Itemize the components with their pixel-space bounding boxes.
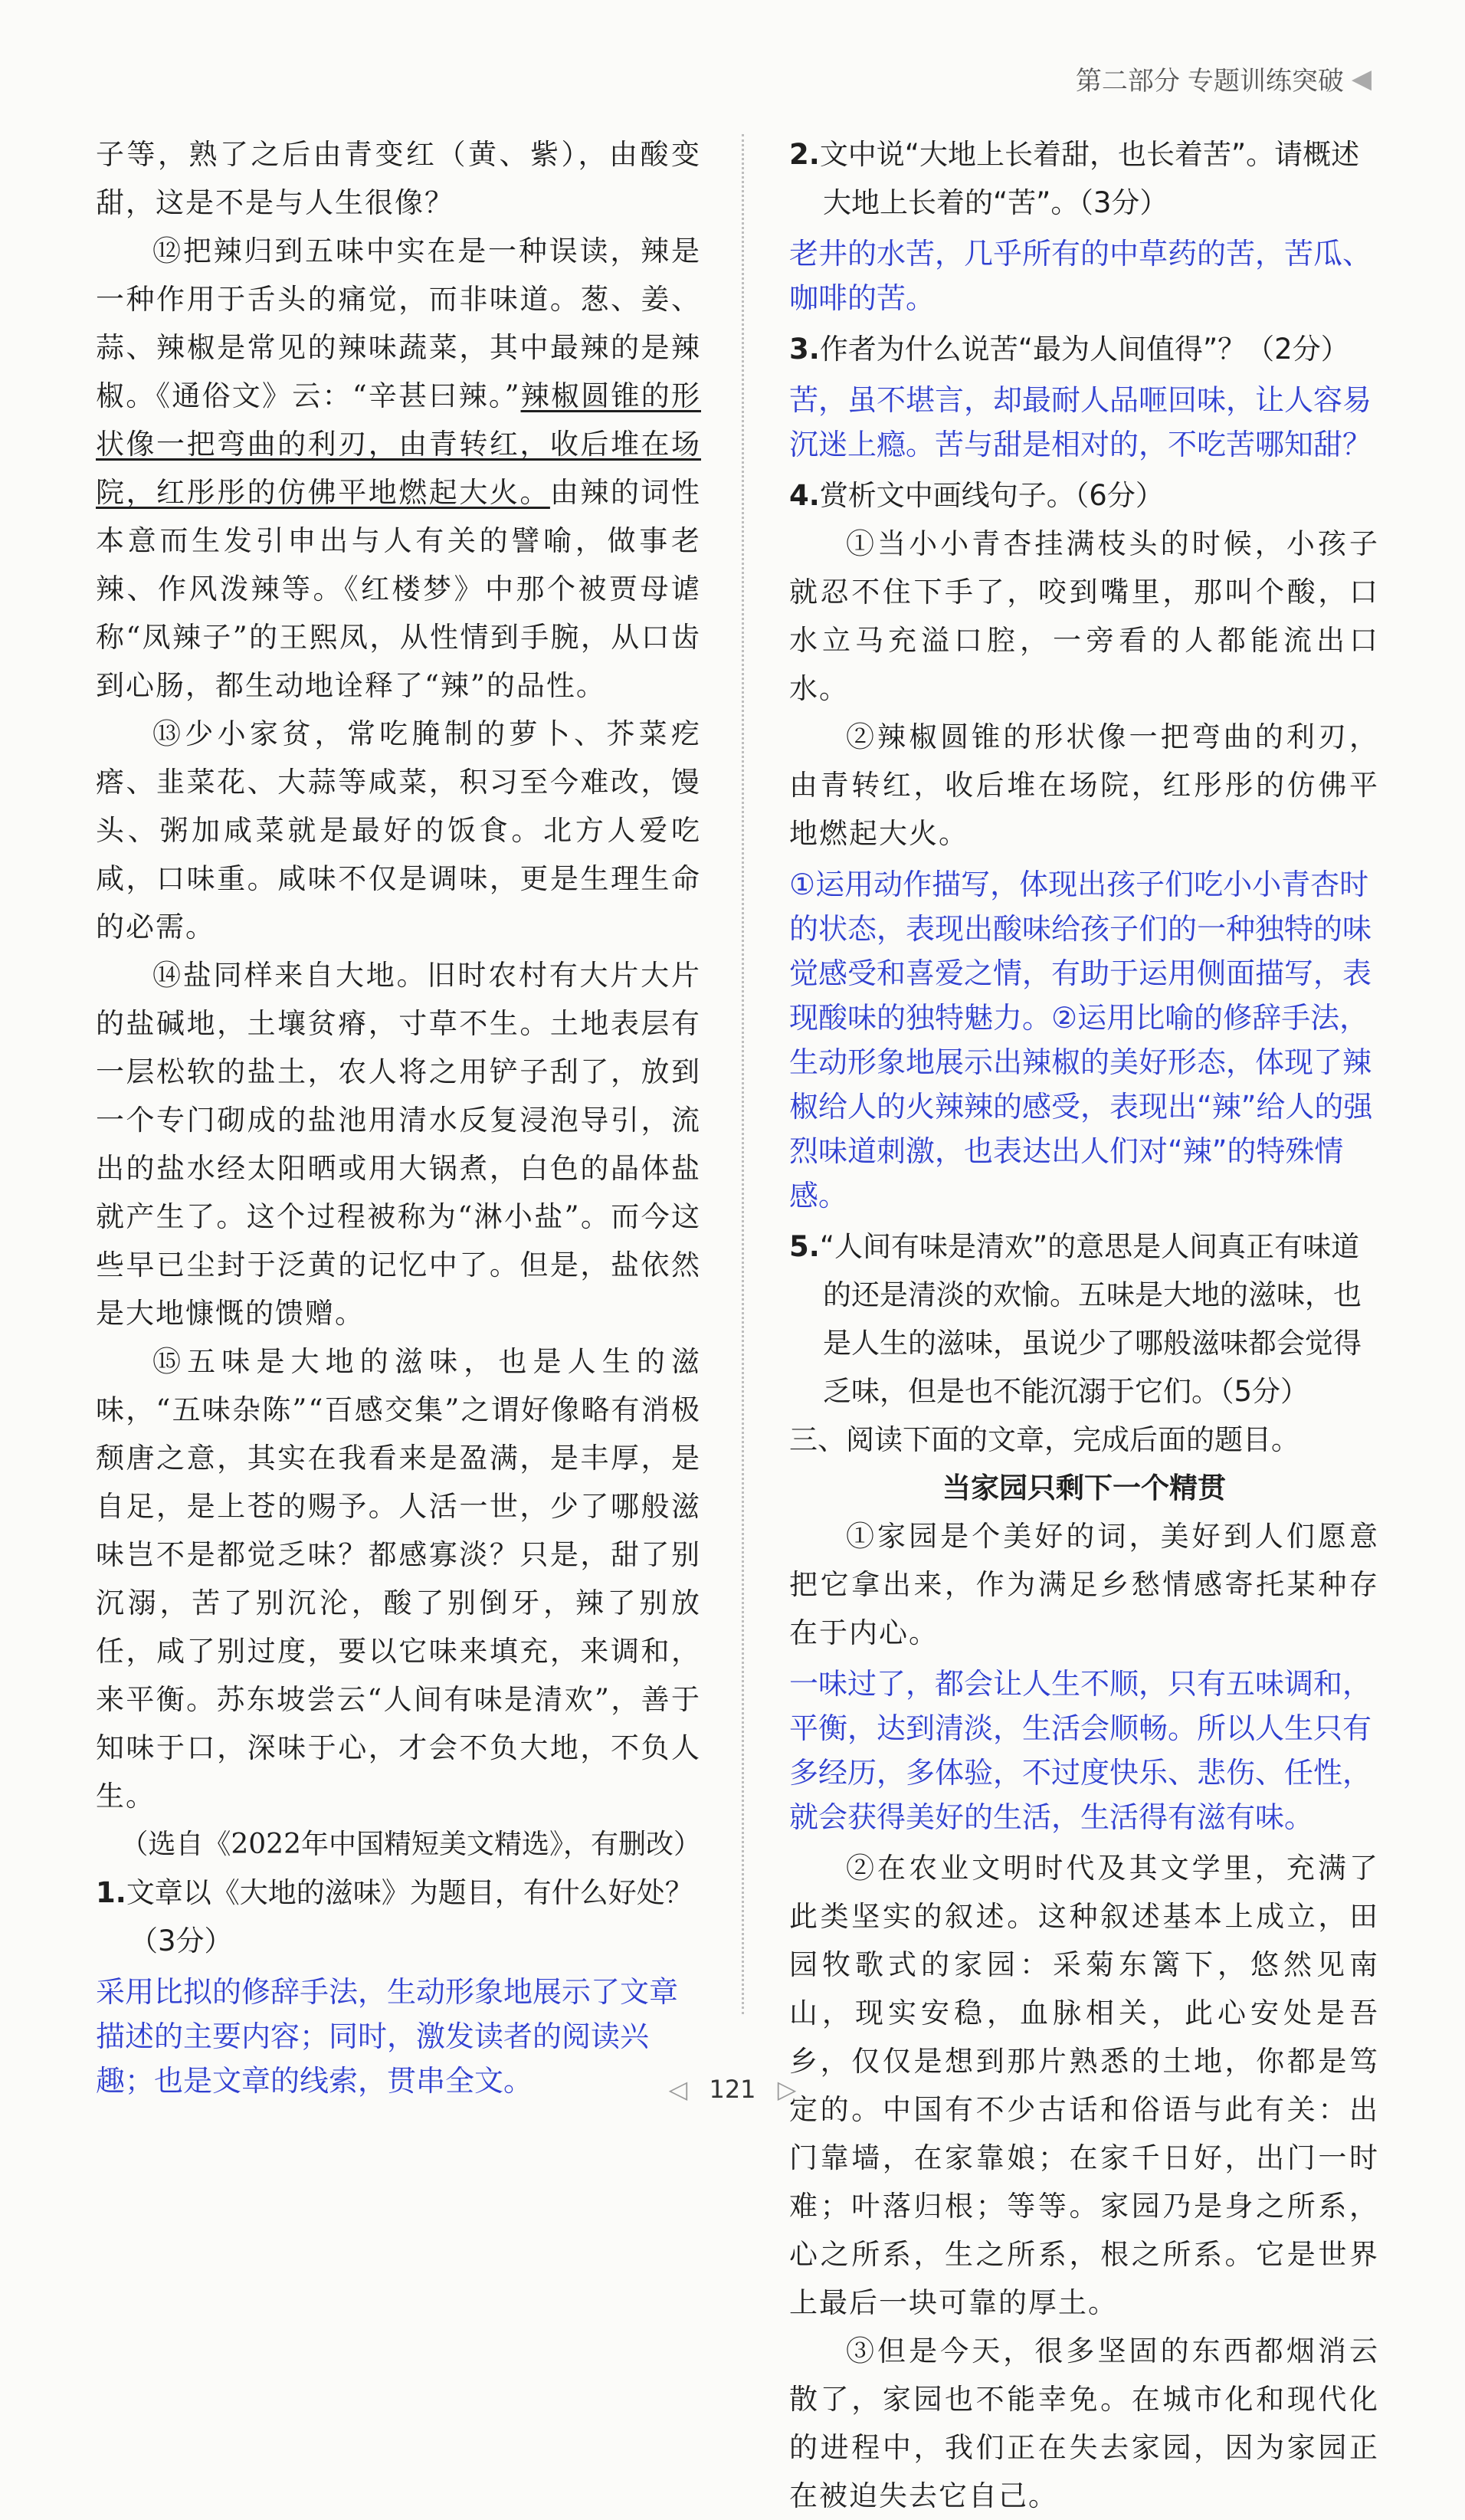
paragraph-12-text-a: ⑫把辣归到五味中实在是一种误读，辣是一种作用于舌头的痛觉，而非味道。葱、姜、蒜、辣椒是常见的辣味蔬菜，其中最辣的是辣椒。《通俗文》云：“辛甚曰辣。”: [96, 235, 701, 412]
paragraph-11-end: 子等，熟了之后由青变红（黄、紫），由酸变甜，这是不是与人生很像？: [96, 138, 701, 219]
paragraph-13: ⑬少小家贫，常吃腌制的萝卜、芥菜疙瘩、韭菜花、大蒜等咸菜，积习至今难改，馒头、粥加咸菜就是最好的饭食。北方人爱吃咸，口味重。咸味不仅是调味，更是生理生命的必需。: [96, 717, 701, 943]
source-note: （选自《2022年中国精短美文精选》，有删改）: [120, 1829, 701, 1860]
question-5: [789, 1222, 1379, 1416]
paragraph-12-text-b: 由辣的词性本意而生发引申出与人有关的譬喻，做事老辣、作风泼辣等。《红楼梦》中那个被贾母谑称“凤辣子”的王熙凤，从性情到手腕，从口齿到心肠，都生动地诠释了“辣”的品性。: [96, 476, 702, 702]
section-3-heading: 三、阅读下面的文章，完成后面的题目。: [789, 1423, 1299, 1456]
question-3: [789, 325, 1379, 373]
triangle-right-icon: ▷: [777, 2075, 797, 2104]
question-4: [789, 471, 1379, 520]
column-divider: [742, 134, 744, 2014]
quoted-sentence-2: ②辣椒圆锥的形状像一把弯曲的利刃，由青转红，收后堆在场院，红彤彤的仿佛平地燃起大火。: [789, 720, 1379, 850]
question-2: [789, 130, 1379, 227]
question-text: 赏析文中画线句子。（6分）: [819, 479, 1164, 512]
question-number: 5.: [789, 1230, 820, 1263]
page-number: 121: [709, 2075, 756, 2104]
question-text: 文章以《大地的滋味》为题目，有什么好处？（3分）: [126, 1876, 693, 1957]
question-number: 4.: [789, 479, 820, 512]
article-title: 当家园只剩下一个精贯: [942, 1472, 1226, 1504]
underlined-sentence-2: 辣椒圆锥的形状像一把弯曲的利刃，由青转红，收后堆在场院，红彤彤的仿佛平地燃起大火。: [96, 379, 701, 509]
question-number: 2.: [789, 138, 820, 171]
article-paragraph-3: ③但是今天，很多坚固的东西都烟消云散了，家园也不能幸免。在城市化和现代化的进程中，我们正在失去家园，因为家园正在被迫失去它自己。: [789, 2335, 1379, 2512]
page-header: [1076, 60, 1372, 97]
triangle-left-icon: ◁: [668, 2075, 688, 2104]
answer-1: 采用比拟的修辞手法，生动形象地展示了文章描述的主要内容；同时，激发读者的阅读兴趣；也是文章的线索，贯串全文。: [96, 1975, 679, 2098]
answer-2: 老井的水苦，几乎所有的中草药的苦，苦瓜、咖啡的苦。: [789, 237, 1372, 315]
question-text: 作者为什么说苦“最为人间值得”？（2分）: [819, 333, 1349, 366]
left-column: [96, 130, 701, 2108]
paragraph-14: ⑭盐同样来自大地。旧时农村有大片大片的盐碱地，土壤贫瘠，寸草不生。土地表层有一层松软的盐土，农人将之用铲子刮了，放到一个专门砌成的盐池用清水反复浸泡导引，流出的盐水经太阳晒或用大锅煮，白色的晶体盐就产生了。这个过程被称为“淋小盐”。而今这些早已尘封于泛黄的记忆中了。但是，盐依然是大地慷慨的馈赠。: [96, 959, 701, 1330]
article-paragraph-1: ①家园是个美好的词，美好到人们愿意把它拿出来，作为满足乡愁情感寄托某种存在于内心。: [789, 1520, 1379, 1649]
article-paragraph-2: ②在农业文明时代及其文学里，充满了此类坚实的叙述。这种叙述基本上成立，田园牧歌式的家园：采菊东篱下，悠然见南山，现实安稳，血脉相关，此心安处是吾乡，仅仅是想到那片熟悉的土地，你都是笃定的。中国有不少古话和俗语与此有关：出门靠墙，在家靠娘；在家千日好，出门一时难；叶落归根；等等。家园乃是身之所系，心之所系，生之所系，根之所系。它是世界上最后一块可靠的厚土。: [789, 1852, 1379, 2319]
answer-4: ①运用动作描写，体现出孩子们吃小小青杏时的状态，表现出酸味给孩子们的一种独特的味觉感受和喜爱之情，有助于运用侧面描写，表现酸味的独特魅力。②运用比喻的修辞手法，生动形象地展示出辣椒的美好形态，体现了辣椒给人的火辣辣的感受，表现出“辣”给人的强烈味道刺激，也表达出人们对“辣”的特殊情感。: [789, 868, 1373, 1212]
question-number: 1.: [96, 1876, 126, 1909]
page-footer: [0, 2075, 1465, 2104]
question-1: [96, 1869, 701, 1965]
section-label: 专题训练突破: [1187, 66, 1344, 97]
paragraph-15: ⑮五味是大地的滋味，也是人生的滋味，“五味杂陈”“百感交集”之谓好像略有消极颓唐之意，其实在我看来是盈满，是丰厚，是自足，是上苍的赐予。人活一世，少了哪般滋味岂不是都觉乏味？都感寡淡？只是，甜了别沉溺，苦了别沉沦，酸了别倒牙，辣了别放任，咸了别过度，要以它味来填充，来调和，来平衡。苏东坡尝云“人间有味是清欢”，善于知味于口，深味于心，才会不负大地，不负人生。: [96, 1345, 701, 1813]
triangle-left-icon: ◀: [1351, 63, 1372, 94]
question-text: 文中说“大地上长着甜，也长着苦”。请概述大地上长着的“苦”。（3分）: [819, 138, 1360, 219]
question-number: 3.: [789, 333, 820, 366]
paragraph-12: [96, 227, 701, 710]
right-column: [789, 130, 1379, 2520]
question-text: “人间有味是清欢”的意思是人间真正有味道的还是清淡的欢愉。五味是大地的滋味，也是人生的滋味，虽说少了哪般滋味都会觉得乏味，但是也不能沉溺于它们。（5分）: [819, 1230, 1362, 1408]
answer-5: 一味过了，都会让人生不顺，只有五味调和，平衡，达到清淡，生活会顺畅。所以人生只有多经历，多体验，不过度快乐、悲伤、任性，就会获得美好的生活，生活得有滋有味。: [789, 1667, 1372, 1834]
answer-3: 苦，虽不堪言，却最耐人品咂回味，让人容易沉迷上瘾。苦与甜是相对的，不吃苦哪知甜？: [789, 383, 1372, 461]
part-label: 第二部分: [1075, 66, 1180, 97]
quoted-sentence-1: ①当小小青杏挂满枝头的时候，小孩子就忍不住下手了，咬到嘴里，那叫个酸，口水立马充溢口腔，一旁看的人都能流出口水。: [789, 527, 1379, 705]
